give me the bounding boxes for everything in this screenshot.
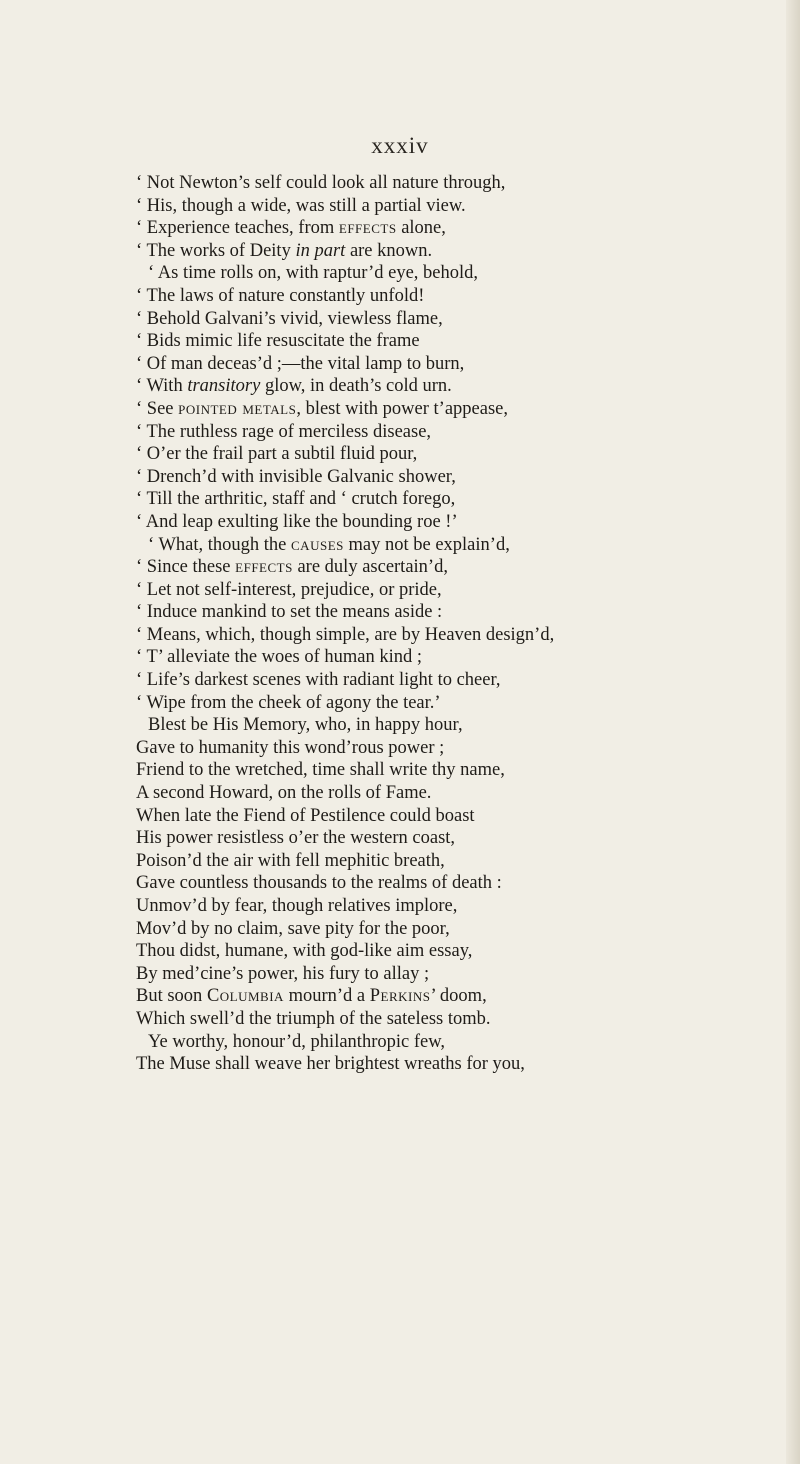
poem-line: Mov’d by no claim, save pity for the poor, bbox=[136, 918, 450, 939]
poem-line: ‘ Wipe from the cheek of agony the tear.’ bbox=[136, 692, 441, 713]
poem-line: By med’cine’s power, his fury to allay ; bbox=[136, 963, 430, 984]
small-caps-text: pointed metals bbox=[178, 398, 297, 419]
poem-line: ‘ Bids mimic life resuscitate the frame bbox=[136, 331, 420, 352]
italic-text: in part bbox=[295, 240, 346, 261]
poem-line: ‘ The laws of nature constantly unfold! bbox=[136, 285, 425, 306]
poem-line: A second Howard, on the rolls of Fame. bbox=[136, 783, 432, 804]
poem-line: ‘ With transitory glow, in death’s cold urn. bbox=[136, 376, 452, 397]
poem-line: Poison’d the air with fell mephitic breath, bbox=[136, 850, 445, 871]
italic-text: transitory bbox=[187, 376, 261, 397]
small-caps-text: effects bbox=[235, 557, 293, 578]
poem-line: ‘ Experience teaches, from effects alone, bbox=[136, 218, 446, 239]
poem-line: Gave countless thousands to the realms of death : bbox=[136, 873, 502, 894]
poem-line: ‘ See pointed metals, blest with power t’appease, bbox=[136, 398, 508, 419]
small-caps-text: Perkins bbox=[369, 986, 431, 1007]
poem-line: ‘ Not Newton’s self could look all nature through, bbox=[136, 173, 506, 193]
poem-line: ‘ Life’s darkest scenes with radiant light to cheer, bbox=[136, 670, 501, 691]
poem-line: Ye worthy, honour’d, philanthropic few, bbox=[148, 1031, 445, 1052]
poem-line: The Muse shall weave her brightest wreaths for you, bbox=[136, 1054, 525, 1075]
poem-line: His power resistless o’er the western coast, bbox=[136, 828, 456, 849]
poem-line: But soon Columbia mourn’d a Perkins’ doom, bbox=[136, 986, 487, 1007]
poem-line: ‘ Induce mankind to set the means aside : bbox=[136, 602, 443, 623]
page-number: xxxiv bbox=[371, 133, 429, 158]
poem-line: Gave to humanity this wond’rous power ; bbox=[136, 737, 445, 758]
poem-line: ‘ Since these effects are duly ascertain’d, bbox=[136, 557, 448, 578]
poem-line: Unmov’d by fear, though relatives implore, bbox=[136, 896, 458, 916]
poem-line: ‘ T’ alleviate the woes of human kind ; bbox=[136, 647, 422, 668]
poem-text bbox=[136, 172, 776, 1076]
poem-line: ‘ O’er the frail part a subtil fluid pour, bbox=[136, 444, 418, 465]
small-caps-text: causes bbox=[291, 534, 344, 555]
poem-line: ‘ What, though the causes may not be explain’d, bbox=[148, 534, 510, 555]
poem-line: ‘ Till the arthritic, staff and ‘ crutch forego, bbox=[136, 489, 456, 510]
small-caps-text: effects bbox=[338, 218, 397, 239]
poem-line: ‘ The ruthless rage of merciless disease, bbox=[136, 421, 432, 442]
poem-line: ‘ As time rolls on, with raptur’d eye, behold, bbox=[148, 263, 479, 284]
poem-line: ‘ Let not self-interest, prejudice, or pride, bbox=[136, 579, 442, 600]
poem-line: ‘ His, though a wide, was still a partial view. bbox=[136, 195, 466, 216]
poem-line: ‘ The works of Deity in part are known. bbox=[136, 240, 433, 261]
small-caps-text: Columbia bbox=[206, 986, 284, 1007]
poem-line: When late the Fiend of Pestilence could boast bbox=[136, 805, 475, 826]
poem-line: ‘ Behold Galvani’s vivid, viewless flame, bbox=[136, 308, 443, 329]
poem-line: Thou didst, humane, with god-like aim essay, bbox=[136, 941, 473, 962]
poem-line: ‘ Of man deceas’d ;—the vital lamp to burn, bbox=[136, 353, 465, 374]
poem-line: ‘ And leap exulting like the bounding roe !’ bbox=[136, 511, 458, 532]
page-edge-shadow bbox=[786, 0, 800, 1464]
poem-line: Blest be His Memory, who, in happy hour, bbox=[148, 715, 463, 736]
poem-line: ‘ Drench’d with invisible Galvanic shower, bbox=[136, 466, 456, 487]
poem-line: ‘ Means, which, though simple, are by Heaven design’d, bbox=[136, 624, 555, 645]
poem-line: Friend to the wretched, time shall write thy name, bbox=[136, 760, 505, 781]
poem-line: Which swell’d the triumph of the sateless tomb. bbox=[136, 1008, 491, 1029]
